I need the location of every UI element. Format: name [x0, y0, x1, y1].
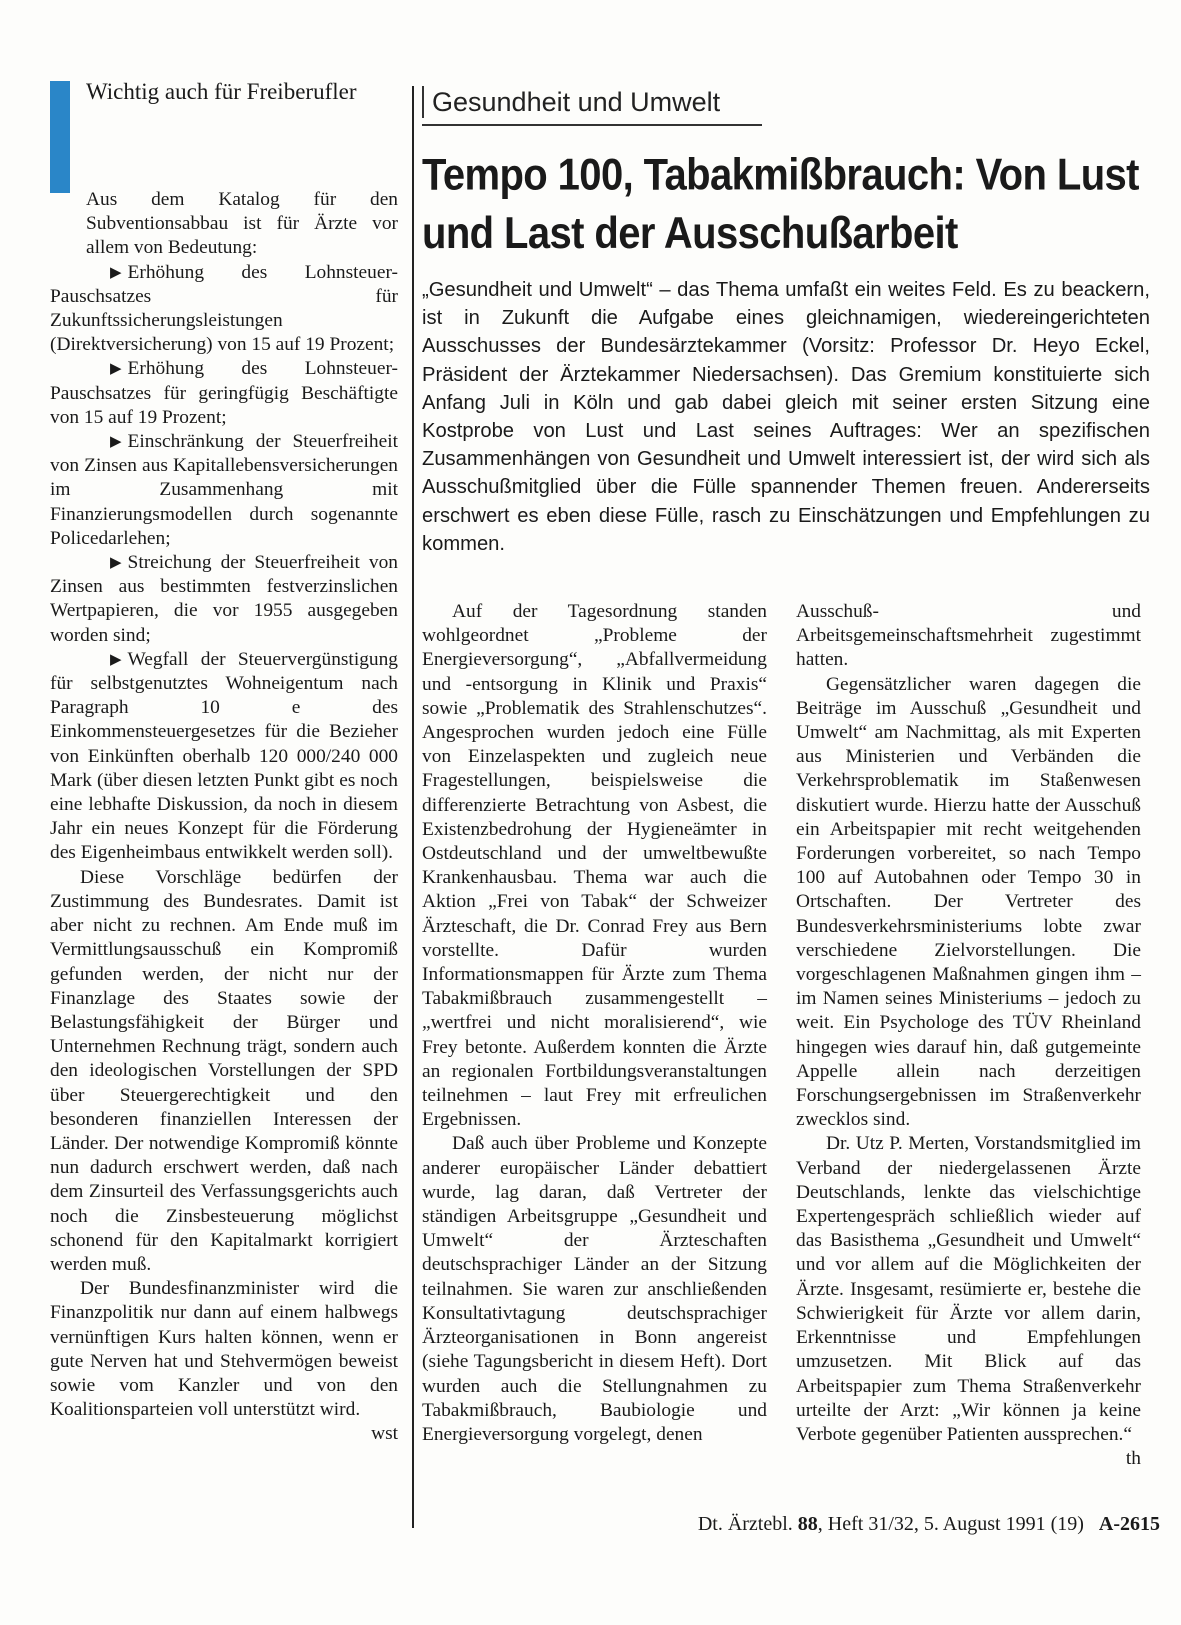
article-signature: th [1125, 1448, 1141, 1470]
sidebar-title: Wichtig auch für Freiberufler [86, 79, 357, 104]
triangle-bullet-icon: ▶ [110, 651, 122, 668]
sidebar-paragraph: Diese Vorschläge bedürfen der Zustimmung des Bundesrates. Damit ist aber nicht zu rechnen. Am Ende muß im Vermittlungsausschuß ein Kompromiß gefunden werden, der nicht nur der Finanzlage des Staates sowie der Belastungsfähigkeit der Bürger und Unternehmen Rechnung trägt, sondern auch den ideologischen Vorstellungen der SPD über Steuergerechtigkeit und den besonderen finanziellen Interessen der Länder. Der notwendige Kompromiß könnte nun dadurch erschwert werden, daß nach dem Zinsurteil des Verfassungsgerichts auch noch die Zinsbesteuerung möglichst schonend für den Kapitalmarkt korrigiert werden muß. [50, 866, 398, 1275]
footer-page-number: A-2615 [1098, 1513, 1160, 1535]
rubric-underline [422, 124, 762, 126]
article-paragraph: Daß auch über Probleme und Konzepte anderer europäischer Länder debattiert wurde, lag daran, daß Vertreter der ständigen Arbeitsgruppe „Gesundheit und Umwelt“ der Ärzteschaften deutschsprachiger Länder an der Sitzung teilnahmen. Sie waren zur anschließenden Konsultativtagung deutschsprachiger Ärzteorganisationen in Bonn angereist (siehe Tagungsbericht in diesem Heft). Dort wurden auch die Stellungnahmen zu Tabakmißbrauch, Baubiologie und Energieversorgung vorgelegt, denen [422, 1133, 767, 1445]
sidebar-header [50, 78, 398, 188]
sidebar-bullet: ▶ Erhöhung des Lohnsteuer-Pauschsatzes für Zukunftssicherungsleistungen (Direktversicherung) von 15 auf 19 Prozent; [50, 261, 398, 356]
sidebar-bullet: ▶ Einschränkung der Steuerfreiheit von Zinsen aus Kapitallebensversicherungen im Zusammenhang mit Finanzierungsmodellen durch sogenannte Policedarlehen; [50, 431, 398, 549]
sidebar-bullet: ▶ Wegfall der Steuervergünstigung für selbstgenutztes Wohneigentum nach Paragraph 10 e des Einkommensteuergesetzes für die Bezieher von Einkünften oberhalb 120 000/240 000 Mark (über diesen letzten Punkt gibt es noch eine lebhafte Diskussion, da noch in diesem Jahr ein neues Konzept für die Förderung des Eigenheimbaus entwikkelt werden soll). [50, 648, 398, 864]
triangle-bullet-icon: ▶ [110, 555, 122, 572]
sidebar-intro: Aus dem Katalog für den Subventionsabbau ist für Ärzte vor allem von Bedeutung: [86, 189, 398, 259]
article-headline: Tempo 100, Tabakmißbrauch: Von Lust und Last der Ausschußarbeit [422, 150, 1139, 258]
article-lead: „Gesundheit und Umwelt“ – das Thema umfaßt ein weites Feld. Es zu beackern, ist in Zukunft die Aufgabe eines gleichnamigen, wiedereingerichteten Ausschusses der Bundesärztekammer (Vorsitz: Professor Dr. Heyo Eckel, Präsident der Ärztekammer Niedersachsen). Das Gremium konstituierte sich Anfang Juli in Köln und gab dabei gleich mit seiner ersten Sitzung eine Kostprobe von Lust und Last seines Auftrages: Wer an spezifischen Zusammenhängen von Gesundheit und Umwelt interessiert ist, der wird sich als Ausschußmitglied über die Fülle spannender Themen freuen. Andererseits erschwert es eben diese Fülle, rasch zu Einschätzungen und Empfehlungen zu kommen. [422, 279, 1150, 555]
footer-volume: 88 [797, 1513, 818, 1535]
sidebar-body [50, 188, 398, 1445]
footer-journal: Dt. Ärztebl. [697, 1513, 793, 1535]
article-paragraph: Dr. Utz P. Merten, Vorstandsmitglied im Verband der niedergelassenen Ärzte Deutschlands, lenkte das vielschichtige Expertengespräch schließlich wieder auf das Basisthema „Gesundheit und Umwelt“ und vor allem auf die Möglichkeiten der Ärzte. Insgesamt, resümierte er, bestehe die Schwierigkeit für Ärzte vor allem darin, Erkenntnisse und Empfehlungen umzusetzen. Mit Blick auf das Arbeitspapier zum Thema Straßenverkehr urteilte der Arzt: „Wir können ja keine Verbote gegenüber Patienten aussprechen.“ th [796, 1132, 1141, 1447]
triangle-bullet-icon: ▶ [110, 361, 122, 378]
triangle-bullet-icon: ▶ [110, 434, 122, 451]
article-paragraph: Ausschuß- und Arbeitsgemeinschaftsmehrheit zugestimmt hatten. [796, 601, 1141, 671]
article-rubric: Gesundheit und Umwelt [422, 86, 777, 118]
page-footer [600, 1512, 1160, 1536]
sidebar-accent-bar [50, 81, 70, 193]
article-column-2 [796, 600, 1141, 1471]
sidebar-signature: wst [371, 1423, 398, 1445]
article-paragraph: Gegensätzlicher waren dagegen die Beiträge im Ausschuß „Gesundheit und Umwelt“ am Nachmittag, als mit Experten aus Ministerien und Verbänden die Verkehrsproblematik im Staßenwesen diskutiert wurde. Hierzu hatte der Ausschuß ein Arbeitspapier mit recht weitgehenden Forderungen vorbereitet, so nach Tempo 100 auf Autobahnen oder Tempo 30 in Ortschaften. Der Vertreter des Bundesverkehrsministeriums lobte zwar verschiedene Zielvorstellungen. Die vorgeschlagenen Maßnahmen gingen ihm – im Namen seines Ministeriums – jedoch zu weit. Ein Psychologe des TÜV Rheinland hingegen wies darauf hin, daß gutgemeinte Appelle allein nach derzeitigen Forschungsergebnissen im Straßenverkehr zwecklos sind. [796, 673, 1141, 1131]
footer-issue: , Heft 31/32, 5. August 1991 (19) [817, 1513, 1084, 1535]
sidebar-bullet: ▶ Streichung der Steuerfreiheit von Zinsen aus bestimmten festverzinslichen Wertpapieren, die vor 1955 ausgegeben worden sind; [50, 552, 398, 646]
article-paragraph: Auf der Tagesordnung standen wohlgeordnet „Probleme der Energieversorgung“, „Abfallvermeidung und -entsorgung in Klinik und Praxis“ sowie „Problematik des Strahlenschutzes“. Angesprochen wurden jedoch eine Fülle von Einzelaspekten und zugleich neue Fragestellungen, beispielsweise die differenzierte Betrachtung von Asbest, die Existenzbedrohung der Hygieneämter in Ostdeutschland und der umweltbewußte Krankenhausbau. Thema war auch die Aktion „Frei von Tabak“ der Schweizer Ärzteschaft, die Dr. Conrad Frey aus Bern vorstellte. Dafür wurden Informationsmappen für Ärzte zum Thema Tabakmißbrauch zusammengestellt – „wertfrei und nicht moralisierend“, wie Frey betonte. Außerdem konnten die Ärzte an regionalen Fortbildungsveranstaltungen teilnehmen – laut Frey mit erfreulichen Ergebnissen. [422, 601, 767, 1131]
triangle-bullet-icon: ▶ [110, 264, 122, 281]
sidebar-box [50, 78, 398, 1447]
article-column-1 [422, 600, 767, 1447]
column-divider [412, 86, 414, 1528]
sidebar-bullet: ▶ Erhöhung des Lohnsteuer-Pauschsatzes für geringfügig Beschäftigte von 15 auf 19 Prozent; [50, 358, 398, 428]
sidebar-paragraph: Der Bundesfinanzminister wird die Finanzpolitik nur dann auf einem halbwegs vernünftigen Kurs halten können, wenn er gute Nerven hat und Stehvermögen beweist sowie vom Kanzler und von den Koalitionsparteien voll unterstützt wird. wst [50, 1277, 398, 1422]
